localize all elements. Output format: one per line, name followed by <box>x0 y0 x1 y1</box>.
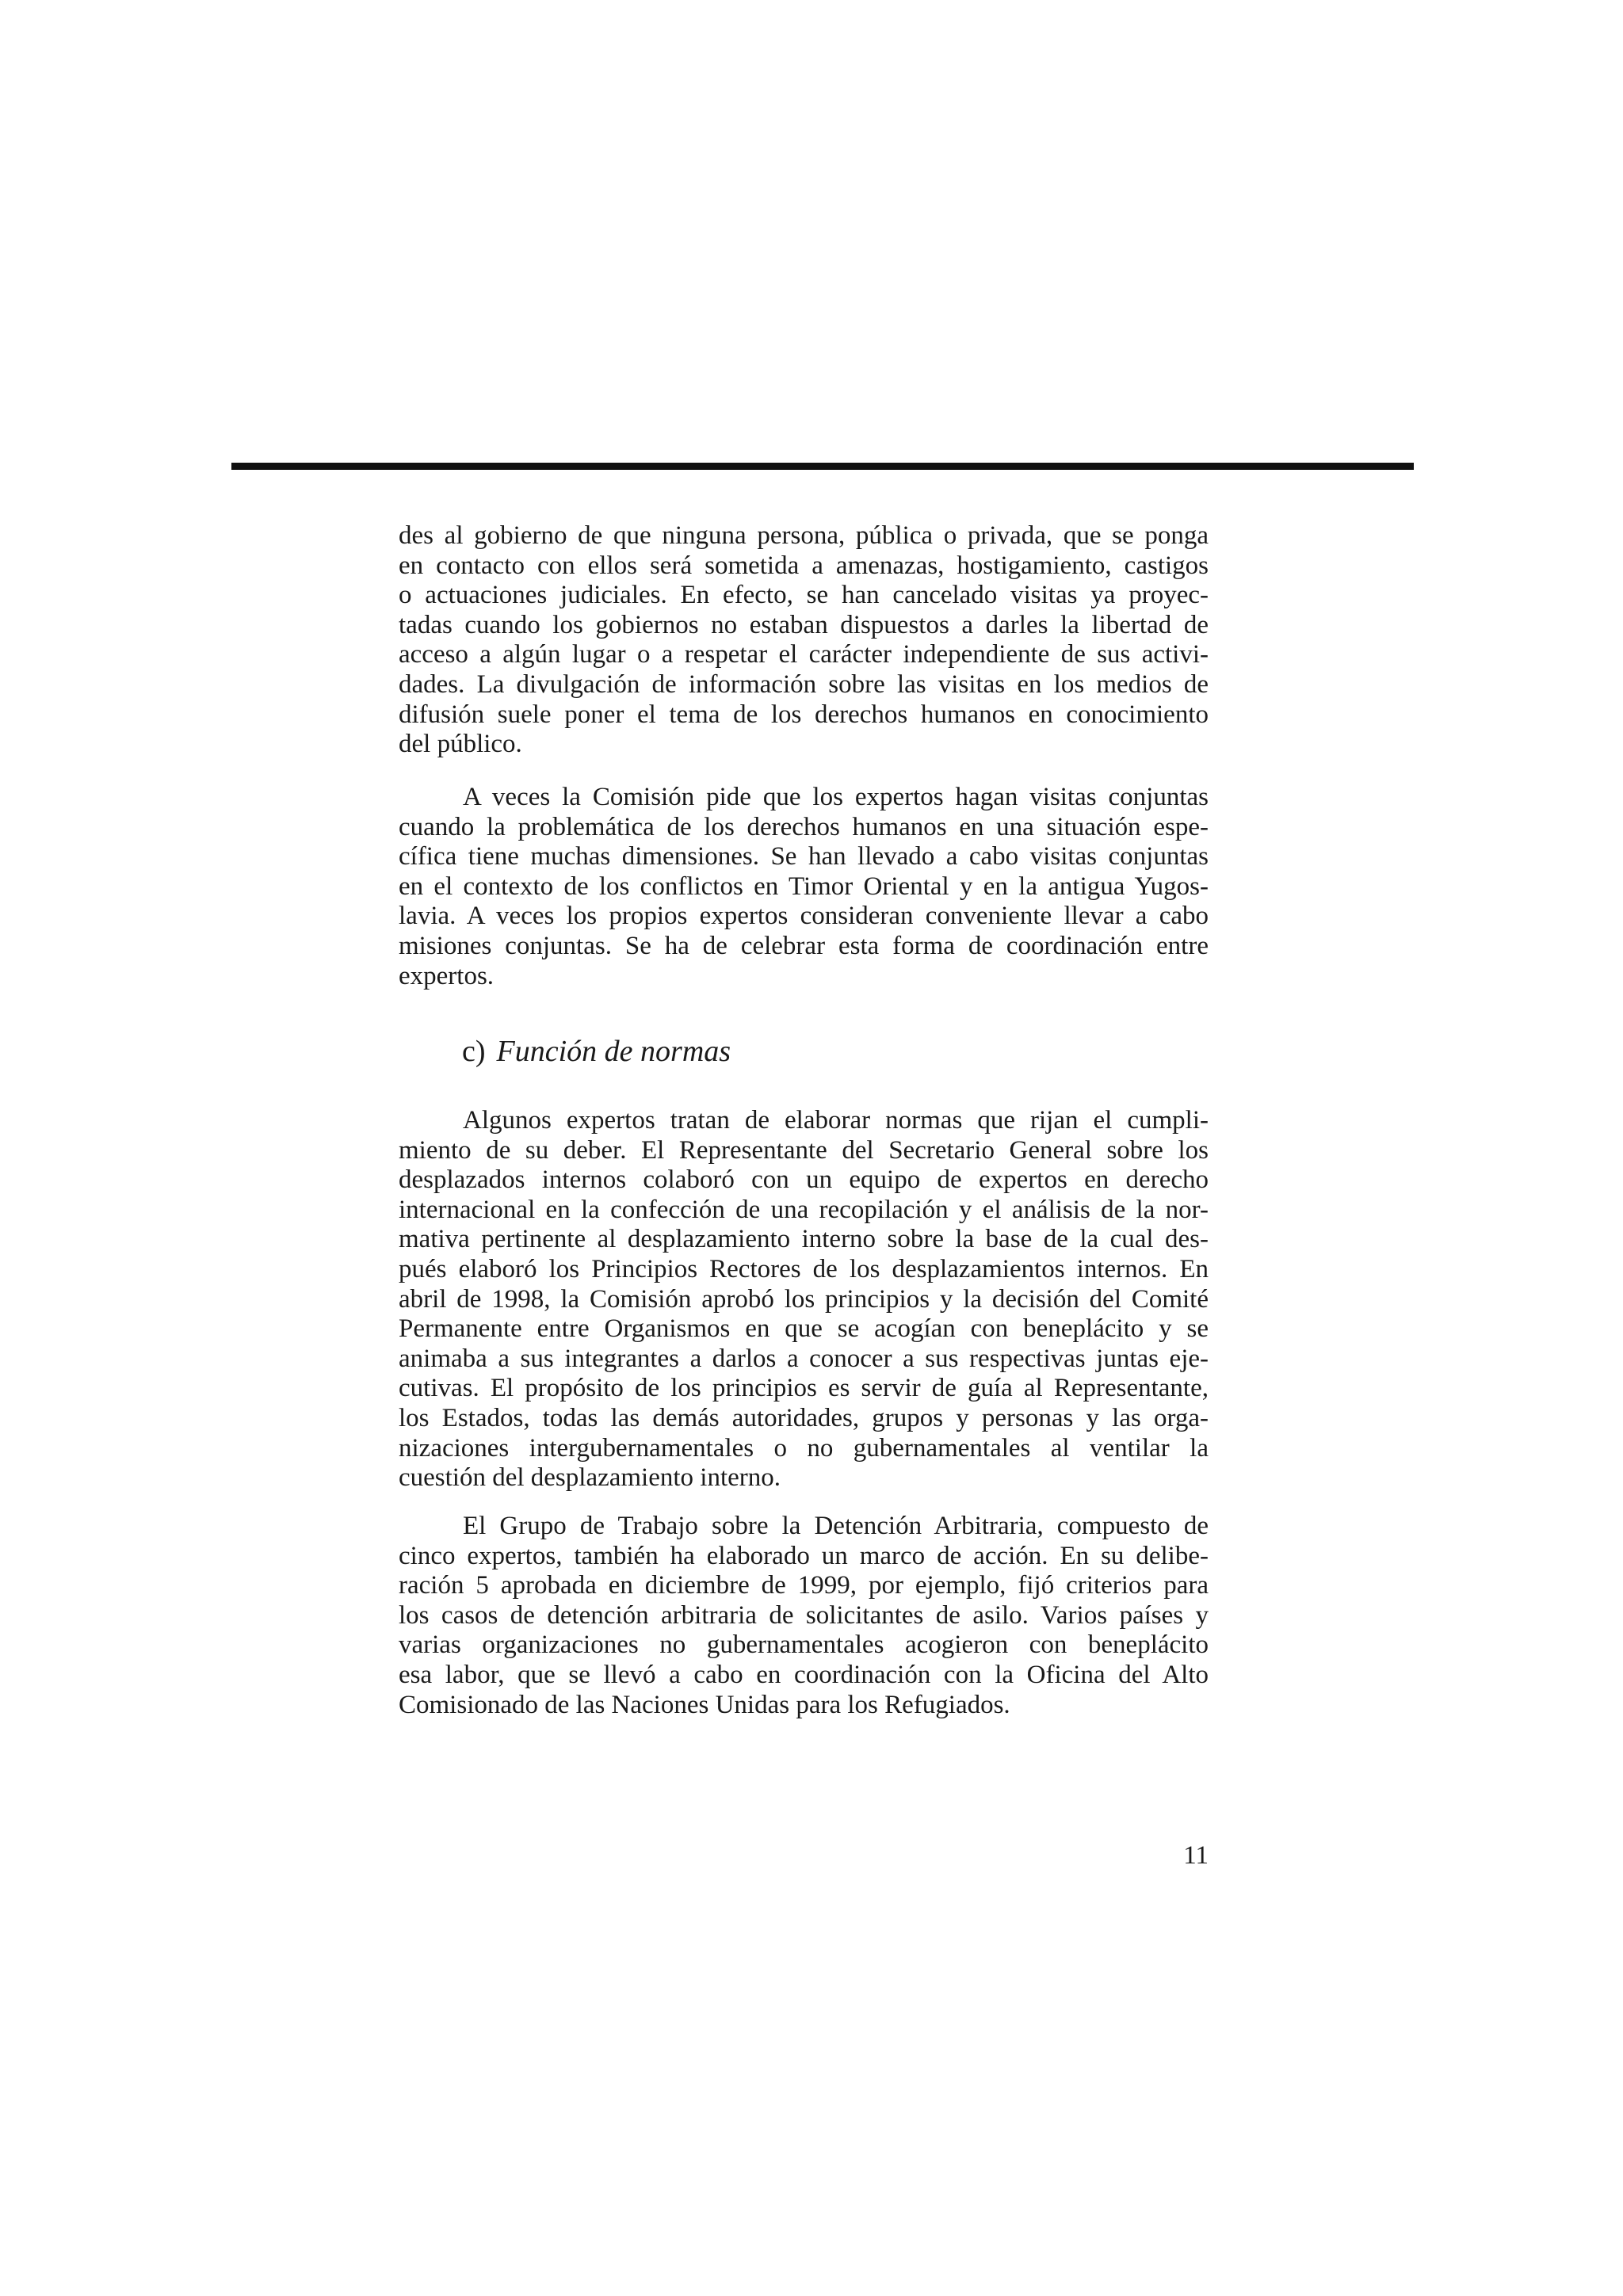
text-line: internacional en la confección de una recopilación y el análisis de la nor- <box>399 1195 1209 1224</box>
text-line: nizaciones intergubernamentales o no gubernamentales al ventilar la <box>399 1433 1209 1463</box>
text-line: Comisionado de las Naciones Unidas para los Refugiados. <box>399 1690 1010 1719</box>
paragraph-3 <box>399 1106 1209 1493</box>
text-line: lavia. A veces los propios expertos consideran conveniente llevar a cabo <box>399 902 1209 931</box>
text-line: cífica tiene muchas dimensiones. Se han llevado a cabo visitas conjuntas <box>399 842 1209 871</box>
text-line: acceso a algún lugar o a respetar el carácter independiente de sus activi- <box>399 640 1209 669</box>
text-line: mativa pertinente al desplazamiento interno sobre la base de la cual des- <box>399 1225 1209 1254</box>
header-rule <box>231 463 1414 470</box>
text-line: varias organizaciones no gubernamentales acogieron con beneplácito <box>399 1630 1209 1660</box>
text-line: miento de su deber. El Representante del Secretario General sobre los <box>399 1135 1209 1165</box>
text-line: difusión suele poner el tema de los derechos humanos en conocimiento <box>399 700 1209 729</box>
text-line: dades. La divulgación de información sobre las visitas en los medios de <box>399 669 1209 699</box>
text-line: animaba a sus integrantes a darlos a conocer a sus respectivas juntas eje- <box>399 1344 1209 1373</box>
text-line: desplazados internos colaboró con un equipo de expertos en derecho <box>399 1165 1209 1195</box>
paragraph-2 <box>399 783 1209 991</box>
text-line: en el contexto de los conflictos en Timor Oriental y en la antigua Yugos- <box>399 871 1209 901</box>
text-line: misiones conjuntas. Se ha de celebrar esta forma de coordinación entre <box>399 931 1209 960</box>
text-line: cinco expertos, también ha elaborado un marco de acción. En su delibe- <box>399 1541 1209 1570</box>
text-line: o actuaciones judiciales. En efecto, se han cancelado visitas ya proyec- <box>399 581 1209 610</box>
text-line: expertos. <box>399 961 495 990</box>
text-line: tadas cuando los gobiernos no estaban dispuestos a darles la libertad de <box>399 610 1209 639</box>
text-line: del público. <box>399 730 522 759</box>
text-line: A veces la Comisión pide que los expertos hagan visitas conjuntas <box>463 783 1209 811</box>
text-line: Permanente entre Organismos en que se acogían con beneplácito y se <box>399 1314 1209 1344</box>
page-number: 11 <box>1183 1841 1209 1870</box>
text-line: des al gobierno de que ninguna persona, pública o privada, que se ponga <box>399 521 1209 550</box>
text-line: en contacto con ellos será sometida a amenazas, hostigamiento, castigos <box>399 551 1209 580</box>
paragraph-4 <box>399 1512 1209 1720</box>
text-line: El Grupo de Trabajo sobre la Detención Arbitraria, compuesto de <box>463 1512 1209 1540</box>
text-line: los Estados, todas las demás autoridades, grupos y personas y las orga- <box>399 1403 1209 1432</box>
text-line: los casos de detención arbitraria de solicitantes de asilo. Varios países y <box>399 1600 1209 1630</box>
text-line: pués elaboró los Principios Rectores de los desplazamientos internos. En <box>399 1254 1209 1283</box>
text-line: abril de 1998, la Comisión aprobó los principios y la decisión del Comité <box>399 1284 1209 1314</box>
text-line: Algunos expertos tratan de elaborar normas que rijan el cumpli- <box>463 1106 1209 1135</box>
text-line: esa labor, que se llevó a cabo en coordinación con la Oficina del Alto <box>399 1660 1209 1689</box>
text-line: cutivas. El propósito de los principios es servir de guía al Representante, <box>399 1374 1209 1403</box>
text-line: cuestión del desplazamiento interno. <box>399 1463 781 1493</box>
section-title: Función de normas <box>496 1035 731 1068</box>
text-line: ración 5 aprobada en diciembre de 1999, por ejemplo, fijó criterios para <box>399 1571 1209 1600</box>
section-heading <box>462 1033 731 1070</box>
paragraph-1 <box>399 521 1209 760</box>
section-marker: c) <box>462 1035 486 1068</box>
text-line: cuando la problemática de los derechos humanos en una situación espe- <box>399 812 1209 841</box>
